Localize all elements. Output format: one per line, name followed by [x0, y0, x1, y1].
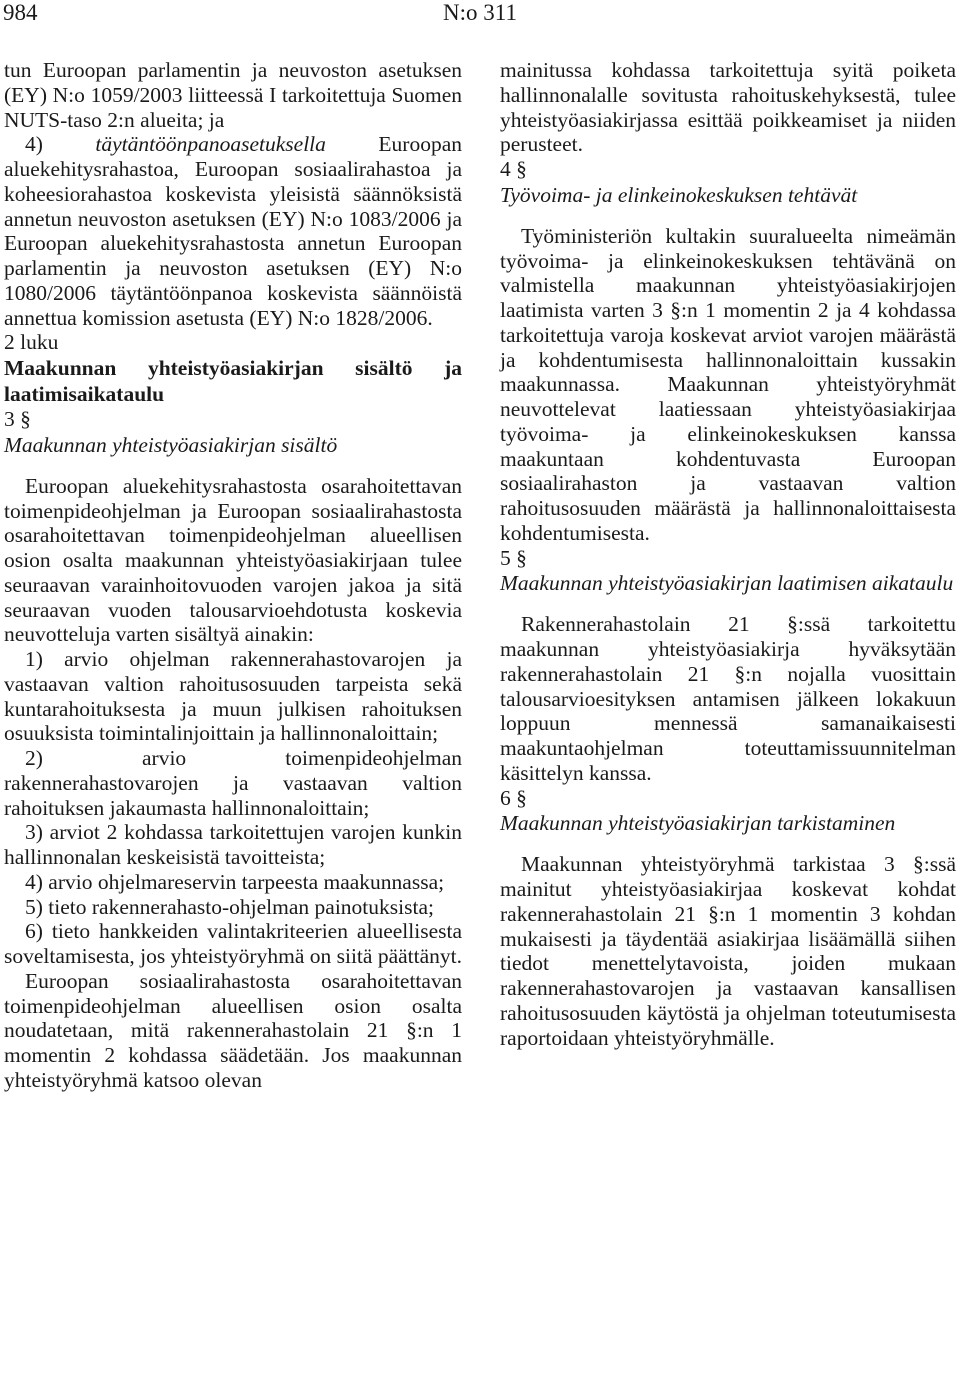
continued-paragraph: mainitussa kohdassa tarkoitettuja syitä poiketa hallinnonalalle sovitusta rahoituskehyksestä, tulee yhteistyöasiakirjassa esittää poikkeamiset ja niiden perusteet. [500, 58, 956, 157]
page-header [0, 0, 960, 30]
section-6-paragraph: Maakunnan yhteistyöryhmä tarkistaa 3 §:ssä mainitut yhteistyöasiakirjaa koskevat kohdat rakennerahastolain 21 §:n 1 momentin 3 kohdan mukaisesti ja täydentää asiakirjaa lisäämällä siihen tiedot menettelytavoista, joiden mukaan rakennerahastovarojen ja vastaavan kansallisen rahoitusosuuden käytöstä ja ohjelman toteutumisesta raportoidaan yhteistyöryhmälle. [500, 852, 956, 1050]
section-4-number: 4 § [500, 157, 527, 181]
section-3-title: Maakunnan yhteistyöasiakirjan sisältö [4, 432, 338, 457]
defined-term: täytäntöönpanoasetuksella [95, 132, 326, 157]
item-number: 4) [25, 132, 96, 157]
list-item: 1) arvio ohjelman rakennerahastovarojen ja vastaavan valtion rahoitusosuuden tarpeista sekä kuntarahoituksesta ja muun julkisen rahoituksen osuuksista toimintalinjoittain ja hallinnonaloittain; [4, 647, 462, 746]
intro-paragraph: tun Euroopan parlamentin ja neuvoston asetuksen (EY) N:o 1059/2003 liitteessä I tarkoitettuja Suomen NUTS-taso 2:n alueita; ja [4, 58, 462, 132]
definition-text: Euroopan aluekehitysrahastoa, Euroopan sosiaalirahastoa ja koheesiorahastoa koskevista yleisistä säännöksistä annetun neuvoston asetuksen (EY) N:o 1083/2006 ja Euroopan aluekehitysrahastosta annetun Euroopan parlamentin ja neuvoston asetuksen (EY) N:o 1080/2006 täytäntöönpanoa koskevista säännöistä annettua komission asetusta (EY) N:o 1828/2006. [4, 132, 462, 330]
chapter-number: 2 luku [4, 330, 59, 355]
section-5-paragraph: Rakennerahastolain 21 §:ssä tarkoitettu maakunnan yhteistyöasiakirja hyväksytään rakennerahastolain 21 §:n nojalla vuosittain talousarvioesityksen antamisen jälkeen lokakuun loppuun mennessä samanaikaisesti maakuntaohjelman toteuttamissuunnitelman käsittelyn kanssa. [500, 612, 956, 785]
section-4-title: Työvoima- ja elinkeinokeskuksen tehtävät [500, 182, 858, 207]
list-item: 6) tieto hankkeiden valintakriteerien alueellisesta soveltamisesta, jos yhteistyöryhmä on siitä päättänyt. [4, 919, 462, 968]
list-item: 2) arvio toimenpideohjelman rakennerahastovarojen ja vastaavan valtion rahoituksen jakaumasta hallinnonaloittain; [4, 746, 462, 820]
page-number: 984 [3, 0, 38, 25]
section-5-number: 5 § [500, 545, 527, 570]
section-6-number: 6 § [500, 785, 527, 810]
chapter-title: Maakunnan yhteistyöasiakirjan sisältö ja laatimisaikataulu [4, 356, 462, 406]
section-6-title: Maakunnan yhteistyöasiakirjan tarkistaminen [500, 811, 896, 836]
left-column [4, 58, 462, 1093]
definition-item-4 [4, 132, 462, 330]
section-3-paragraph-1: Euroopan aluekehitysrahastosta osarahoitettavan toimenpideohjelman ja Euroopan sosiaalirahastosta osarahoitettavan toimenpideohjelman alueellisen osion osalta maakunnan yhteistyöasiakirjaan tulee seuraavan varainhoitovuoden varojen jakoa ja sitä seuraavan vuoden talousarvioehdotusta koskevia neuvotteluja varten sisältyä ainakin: [4, 473, 462, 647]
section-5-title: Maakunnan yhteistyöasiakirjan laatimisen aikataulu [500, 571, 954, 596]
section-3-paragraph-2: Euroopan sosiaalirahastosta osarahoitettavan toimenpideohjelman alueellisen osion osalta noudatetaan, mitä rakennerahastolain 21 §:n 1 momentin 2 kohdassa säädetään. Jos maakunnan yhteistyöryhmä katsoo olevan [4, 968, 462, 1092]
right-column [500, 58, 956, 1050]
section-4-paragraph: Työministeriön kultakin suuralueelta nimeämän työvoima- ja elinkeinokeskuksen tehtävänä on valmistella maakunnan yhteistyöasiakirjojen laatimista varten 3 §:n 1 momentin 2 ja 4 kohdassa tarkoitettuja varoja koskevat arviot varojen määrästä ja kohdentumisesta hallinnonaloittain kussakin maakunnassa. Maakunnan yhteistyöryhmät neuvottelevat laatiessaan yhteistyöasiakirjaa työvoima- ja elinkeinokeskuksen kanssa maakuntaan kohdentuvasta Euroopan sosiaalirahaston ja vastaavan valtion rahoitusosuuden määrästä ja hallinnonaloittaisesta kohdentumisesta. [500, 223, 956, 545]
document-number: N:o 311 [443, 0, 517, 25]
section-3-number: 3 § [4, 407, 31, 431]
list-item: 3) arviot 2 kohdassa tarkoitettujen varojen kunkin hallinnonalan keskeisistä tavoitteista; [4, 820, 462, 869]
list-item: 5) tieto rakennerahasto-ohjelman painotuksista; [25, 894, 434, 919]
list-item: 4) arvio ohjelmareservin tarpeesta maakunnassa; [25, 869, 445, 894]
